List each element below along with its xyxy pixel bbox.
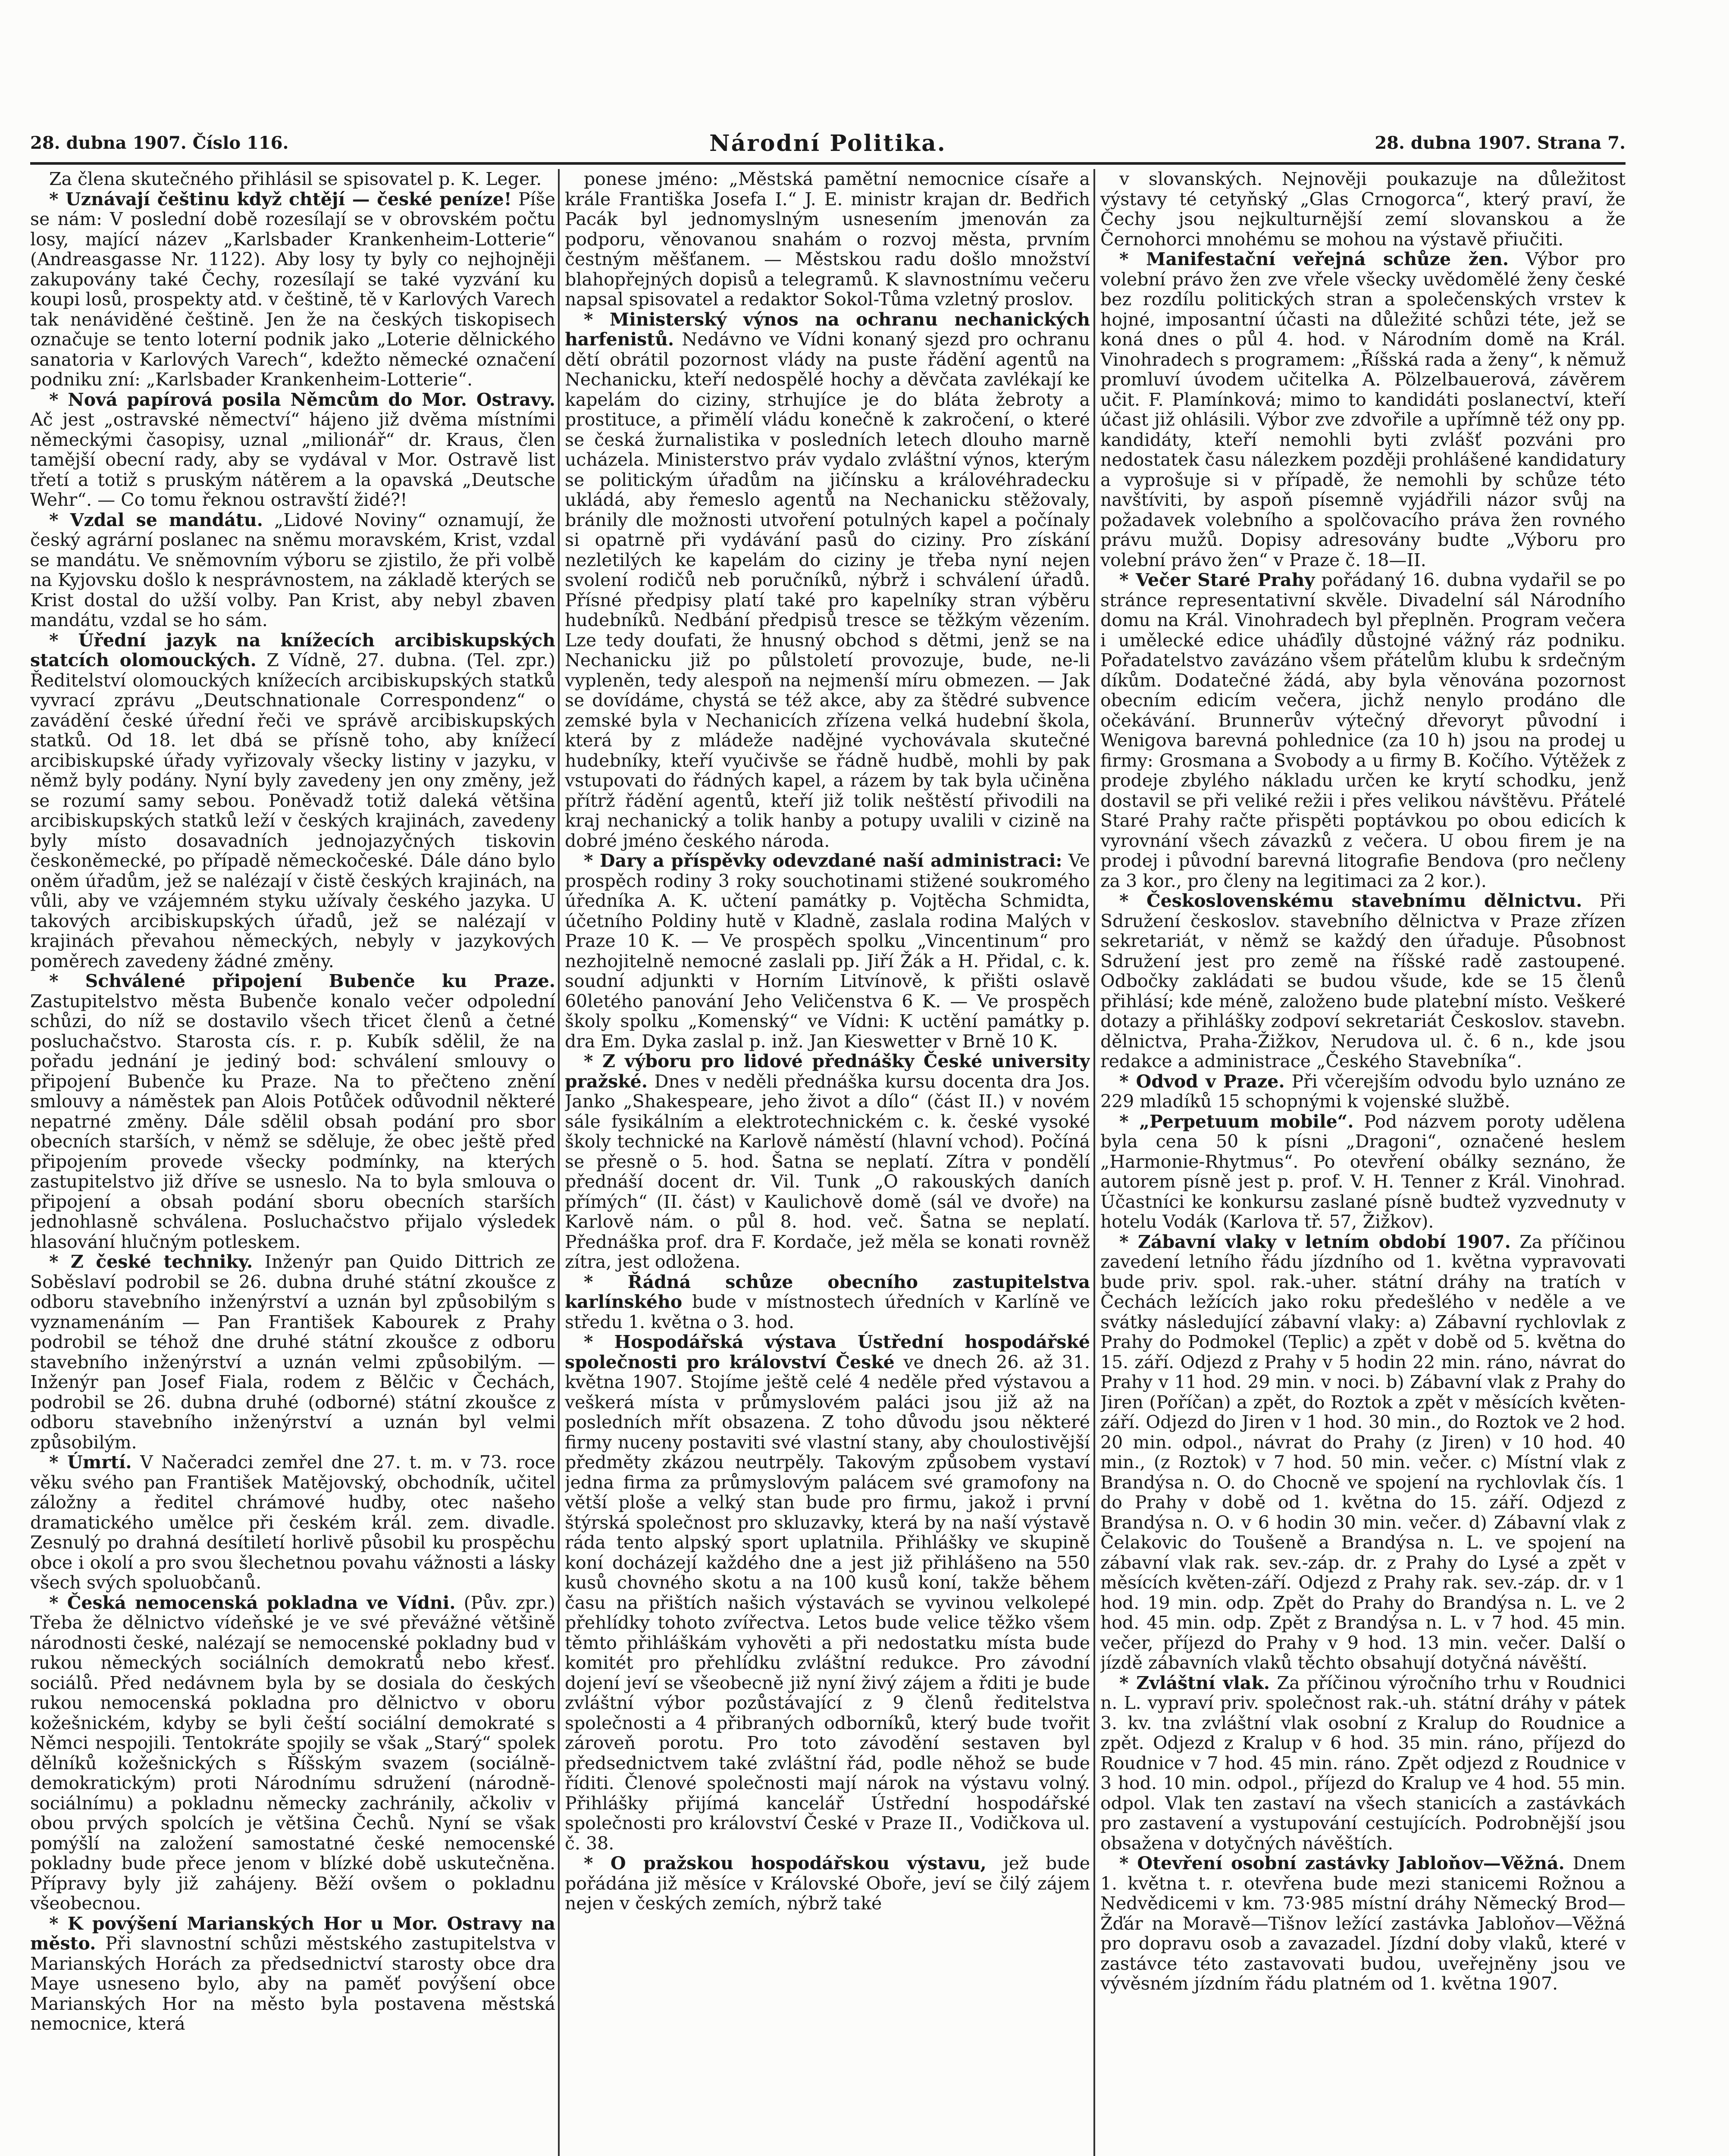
header-date-issue: 28. dubna 1907. Číslo 116.: [30, 133, 289, 153]
text-column-1: [30, 169, 555, 2156]
column-separator-2: [1093, 169, 1095, 2156]
article-headline: * Z výboru pro lidové přednášky České university pražské.: [565, 1051, 1090, 1092]
article-text: Pod názvem poroty udělena byla cena 50 k písni „Dragoni“, označené heslem „Harmonie-Rhytmus“. Po otevření obálky seznáno, že autorem písně jest p. prof. V. H. Tenner z Král. Vinohrad. Účastníci ke konkursu zaslané písně budtež vyzvednuty v hotelu Vodák (Karlova tř. 57, Žižkov).: [1100, 1111, 1626, 1232]
article-headline: * Ministerský výnos na ochranu nechanických harfenistů.: [565, 309, 1090, 350]
article-text: Nedávno ve Vídni konaný sjezd pro ochranu dětí obrátil pozornost vlády na puste řádění agentů na Nechanicku, kteří nedospělé hochy a děvčata zavlékají ke kapelám do ciziny, strhujíce je do bláta žebroty a prostituce, a přimělí vládu konečně k zakročení, o které se česká žurnalistika v posledních letech dlouho marně ucházela. Ministerstvo práv vydalo zvláštní výnos, kterým se politickým úřadům na jičínsku a královéhradecku ukládá, aby řemeslo agentů na Nechanicku stěžovaly, bránily dle možnosti utvoření potulných kapel a počínaly si opatrně při vydávání pasů do ciziny. Pro získání nezletilých ke kapelám do ciziny je třeba nyní nejen svolení rodičů neb poručníků, nýbrž i schválení úřadů. Přísné předpisy platí také pro kapelníky stran výběru hudebníků. Nedbání předpisů tresce se těžkým vězením. Lze tedy doufati, že hnusný obchod s dětmi, jenž se na Nechanicku již po půlstoletí provozuje, bude, ne-li vypleněn, tedy alespoň na nejmenší míru obmezen. — Jak se dovídáme, chystá se též akce, aby za štědré subvence zemské byla v Nechanicích zřízena velká hudební škola, která by z mládeže nadějné vychovávala skutečné hudebníky, kteří vyučivše se řádně hudbě, mohli by pak vstupovati do řádných kapel, a rázem by tak byla učiněna přítrž řádění agentů, kteří již tolik neštěstí přivodili na kraj nechanický a tolik hanby a potupy uvalili v cizině na dobré jméno českého národa.: [565, 329, 1090, 851]
header-date-page: 28. dubna 1907. Strana 7.: [1375, 133, 1626, 153]
article-text: „Lidové Noviny“ oznamují, že český agrární poslanec na sněmu moravském, Krist, vzdal se mandátu. Ve sněmovním výboru se zjistilo, že při volbě na Kyjovsku došlo k nesprávnostem, na základě kterých se Krist dostal do užší volby. Pan Krist, aby nebyl zbaven mandátu, vzdal se ho sám.: [30, 509, 555, 630]
article-headline: * Hospodářská výstava Ústřední hospodářské společnosti pro království České: [565, 1332, 1090, 1373]
article-text: ve dnech 26. až 31. května 1907. Stojíme ještě celé 4 neděle před výstavou a veškerá místa v průmyslovém paláci jsou již až na posledních mřít obsazena. Z toho důvodu jsou některé firmy nuceny postaviti své vlastní stany, aby choulostivější předměty zkázou neutrpěly. Takovým způsobem vystaví jedna firma za průmyslovým palácem své gramofony na větší ploše a velký stan bude pro firmu, jakož i první štýrská společnost pro skluzavky, která by na naší výstavě ráda tento alpský sport uplatnila. Přihlášky ve skupině koní docházejí každého dne a jest již přihlášeno na 550 kusů chovného skotu a na 100 kusů koní, takže během času na přištích našich výstavách se vyvinou velkolepé přehlídky tohoto zvířectva. Letos bude velice těžko všem těmto přihláškám vyhověti a při nedostatku místa bude komitét pro přehlídku zvláštní redukce. Pro závodní dojení jeví se všeobecně již nyní živý zájem a řditi je bude zvláštní výbor pozůstávající z 9 členů ředitelstva společnosti a 4 přibraných odborníků, který bude tvořit zároveň porotu. Pro toto závodění sestaven byl předsednictvem také zvláštní řád, podle něhož se bude říditi. Členové společnosti mají nárok na výstavu volný. Přihlášky přijímá kancelář Ústřední hospodářské společnosti pro království České v Praze II., Vodičkova ul. č. 38.: [565, 1351, 1090, 1854]
article-headline: * Zvláštní vlak.: [1119, 1672, 1270, 1693]
article-text: Píše se nám: V poslední době rozesílají se v obrovském počtu losy, mající název „Karlsbader Krankenheim-Lotterie“ (Andreasgasse Nr. 1122). Aby losy ty byly co nejhojněji zakupovány také Čechy, rozesílají se také vyzvání ku koupi losů, prospekty atd. v češtině, tě v Karlových Varech tak nenáviděné češtině. Jen že na českých tiskopisech označuje se tento loterní podnik jako „Loterie dělnického sanatoria v Karlových Varech“, kdežto německé označení podniku zní: „Karlsbader Krankenheim-Lotterie“.: [30, 188, 555, 390]
article-paragraph: [30, 169, 555, 189]
article-headline: * O pražskou hospodářskou výstavu,: [584, 1853, 987, 1874]
article-text: Výbor pro volební právo žen zve vřele všecky uvědomělé ženy české bez rozdílu politických stran a společenských vrstev k hojné, imposantní účasti na důležité schůzi téte, jež se koná dnes o půl 4. hod. v Národním domě na Král. Vinohradech s programem: „Říšská rada a ženy“, k němuž promluví úvodem učitelka A. Pölzelbauerová, závěrem učit. F. Plamínková; mimo to kandidáti poslanectví, kteří účast již ohlásili. Výbor zve zdvořile a upřímně též ony pp. kandidáty, kteří nemohli byti zvlášť pozváni pro nedostatek času nálezkem později prohlášené kandidatury a vyprošuje si v případě, že nemohli by schůze této navštíviti, by aspoň písemně vyjádřili názor svůj na požadavek volebního a spolčovacího práva žen rovného právu mužů. Dopisy adresovány budte „Výboru pro volební právo žen“ v Praze č. 18—II.: [1100, 249, 1626, 570]
article-headline: * Odvod v Praze.: [1119, 1071, 1285, 1092]
article-text: Dnes v neděli přednáška kursu docenta dra Jos. Janko „Shakespeare, jeho život a dílo“ (část II.) v novém sále fysikálním a elektrotechnickém c. k. české vysoké školy technické na Karlově náměstí (hlavní vchod). Počíná se přesně o 5. hod. Šatna se neplatí. Zítra v pondělí přednáší docent dr. Vil. Tunk „O rakouských daních přímých“ (II. část) v Kaulichově domě (sál ve dvoře) na Karlově nám. o půl 8. hod. več. Šatna se neplatí. Přednáška prof. dra F. Kordače, jež měla se konati rovněž zítra, jest odložena.: [565, 1071, 1090, 1272]
article-paragraph: [1100, 249, 1626, 570]
article-text: Z Vídně, 27. dubna. (Tel. zpr.) Ředitelství olomouckých knížecích arcibiskupských statků vyvrací zprávu „Deutschnationale Correspondenz“ o zavádění české úřední řeči ve správě arcibiskupských statků. Od 18. let dbá se přísně toho, aby knížecí arcibiskupské úřady vyřizovaly všecky listiny v jazyku, v němž byly podány. Nyní byly zavedeny jen ony změny, jež se rozumí samy sebou. Poněvadž totiž daleká většina arcibiskupských statků leží v českých krajinách, zavedeny byly místo dosavadních jednojazyčných tiskovin českoněmecké, po případě německočeské. Dále dáno bylo oněm úřadům, jež se nalézají v čistě českých krajinách, na vůli, aby ve vzájemném styku užívaly českého jazyka. U takových arcibiskupských úřadů, jež se nalézají v krajinách převahou německých, nebyly v jazykových poměrech zavedeny žádné změny.: [30, 650, 555, 971]
article-paragraph: [565, 1051, 1090, 1272]
article-text: Ač jest „ostravské němectví“ hájeno již dvěma místními německými časopisy, uznal „milionář“ dr. Kraus, člen tamější obecní rady, aby se vydával v Mor. Ostravě list třetí a totiž s pruským nátěrem a la opavská „Deutsche Wehr“. — Co tomu řeknou ostravští židé?!: [30, 409, 555, 510]
article-headline: * Z české techniky.: [49, 1251, 253, 1272]
article-paragraph: [565, 169, 1090, 310]
masthead-title: Národní Politika.: [709, 130, 946, 157]
article-text: Za příčinou výročního trhu v Roudnici n. L. vypraví priv. společnost rak.-uh. státní dráhy v pátek 3. kv. tna zvláštní vlak osobní z Kralup do Roudnice a zpět. Odjezd z Kralup v 6 hod. 35 min. ráno, příjezd do Roudnice v 7 hod. 45 min. ráno. Zpět odjezd z Roudnice v 3 hod. 10 min. odpol., příjezd do Kralup ve 4 hod. 55 min. odpol. Vlak ten zastaví na všech stanicích a zastávkách pro zastavení a vystupování cestujících. Podrobnější jsou obsažena v dotyčných návěštích.: [1100, 1672, 1626, 1854]
article-paragraph: [1100, 1112, 1626, 1232]
article-headline: * Česká nemocenská pokladna ve Vídni.: [49, 1592, 456, 1613]
article-paragraph: [30, 390, 555, 510]
article-headline: * Řádná schůze obecního zastupitelstva karlínského: [565, 1271, 1090, 1312]
article-paragraph: [1100, 570, 1626, 891]
article-paragraph: [1100, 891, 1626, 1072]
article-headline: * Vzdal se mandátu.: [49, 509, 263, 530]
article-paragraph: [1100, 169, 1626, 249]
article-text: v slovanských. Nejnověji poukazuje na důležitost výstavy té cetyňský „Glas Crnogorca“, který praví, že Čechy jsou nejkulturnější zemí slovanskou a že Černohorci mnohému se mohou na výstavě přiučiti.: [1100, 169, 1626, 250]
header-rule: [30, 162, 1626, 165]
article-headline: * Nová papírová posila Němcům do Mor. Ostravy.: [49, 389, 555, 410]
article-paragraph: [30, 971, 555, 1252]
text-column-3: [1100, 169, 1626, 2156]
article-paragraph: [565, 1272, 1090, 1332]
article-headline: * Československému stavebnímu dělnictvu.: [1119, 890, 1582, 911]
article-paragraph: [1100, 1072, 1626, 1112]
article-headline: * Uznávají češtinu když chtějí — české peníze!: [49, 188, 512, 210]
article-paragraph: [1100, 1232, 1626, 1673]
article-paragraph: [30, 630, 555, 971]
article-headline: * „Perpetuum mobile“.: [1119, 1111, 1354, 1132]
article-headline: * Úřední jazyk na knížecích arcibiskupských statcích olomouckých.: [30, 630, 555, 671]
article-text: Inženýr pan Quido Dittrich ze Soběslaví podrobil se 26. dubna druhé státní zkoušce z odboru stavebního inženýrství a uznán byl způsobilým s vyznamenáním — Pan František Kabourek z Prahy podrobil se téhož dne druhé státní zkoušce z odboru stavebního inženýrství a uznán velmi způsobilým. — Inženýr pan Josef Fiala, rodem z Bělčic v Čechách, podrobil se 26. dubna druhé (odborné) státní zkoušce z odboru stavebního inženýrství a uznán byl velmi způsobilým.: [30, 1251, 555, 1453]
article-text: pořádaný 16. dubna vydařil se po stránce representativní skvěle. Divadelní sál Národního domu na Král. Vinohradech byl přeplněn. Program večera i umělecké edice uháďily důstojné vážný ráz podniku. Pořadatelstvo zavázáno všem přátelům klubu k srdečným díkům. Dodatečné žádá, aby byla věnována pozornost obecním edicím večera, jichž nenylo prodáno dle očekávání. Brunnerův výtečný dřevoryt původní i Wenigova barevná pohlednice (za 10 h) jsou na prodej u firmy: Grosmana a Svobody a u firmy B. Kočího. Výtěžek z prodeje zbylého nákladu určen ke krytí schodku, jenž dostavil se při veliké režii i přes velikou návštěvu. Přátelé Staré Prahy račte přispěti poptávkou po obou edicích k vyrovnání všech závazků z večera. U obou firem je na prodej i původní barevná litografie Bendova (pro nečleny za 3 kor., pro členy na legitimaci za 2 kor.).: [1100, 570, 1626, 891]
article-text: V Načeradci zemřel dne 27. t. m. v 73. roce věku svého pan František Matějovský, obchodník, učitel záložny a ředitel chrámové hudby, otec našeho dramatického umělce při českém král. zem. divadle. Zesnulý po drahná desítiletí horlivě působil ku prospěchu obce i okolí a pro svou šlechetnou povahu vážnosti a lásky všech svých spoluobčanů.: [30, 1452, 555, 1593]
article-text: Za člena skutečného přihlásil se spisovatel p. K. Leger.: [49, 169, 542, 189]
article-text: Ve prospěch rodiny 3 roky souchotinami stižené soukromého úředníka A. K. učtení památky p. Vojtěcha Schmidta, účetního Poldiny hutě v Kladně, zaslala rodina Malých v Praze 10 K. — Ve prospěch spolku „Vincentinum“ pro nezhojitelně nemocné zaslali pp. Jiří Žák a H. Přidal, c. k. soudní adjunkti v Horním Litvínově, k přišti oslavě 60letého panování Jeho Veličenstva 6 K. — Ve prospěch školy spolku „Komenský“ ve Vídni: K uctění památky p. dra Em. Dyka zaslal p. inž. Jan Kieswetter v Brně 10 K.: [565, 850, 1090, 1052]
article-headline: * Manifestační veřejná schůze žen.: [1119, 249, 1509, 270]
article-paragraph: [565, 310, 1090, 851]
article-text: bude v místnostech úředních v Karlíně ve středu 1. května o 3. hod.: [565, 1291, 1090, 1332]
article-paragraph: [565, 851, 1090, 1051]
article-headline: * Večer Staré Prahy: [1119, 570, 1315, 590]
article-text: ponese jméno: „Městská pamětní nemocnice císaře a krále Františka Josefa I.“ J. E. ministr krajan dr. Bedřich Pacák byl jednomyslným usnesením jmenován za podporu, věnovanou snahám o rozvoj města, prvním čestným měšťanem. — Městskou radu došlo množství blahopřejných dopisů a telegramů. K slavnostnímu večeru napsal spisovatel a redaktor Sokol-Tůma vzletný proslov.: [565, 169, 1090, 310]
article-text: (Pův. zpr.) Třeba že dělnictvo vídeňské je ve své převážné většině národnosti české, nalézají se nemocenské pokladny bud v rukou německých sociálních demokratů nebo křesť. sociálů. Před nedávnem byla by se dosiala do českých rukou nemocenská pokladna pro dělnictvo v oboru kožešnickém, kdyby se byli čeští sociální demokraté s Němci nespojili. Tentokráte spojily se však „Starý“ spolek dělníků kožešnických s Říšským svazem (sociálně-demokratickým) proti Národnímu sdružení (národně-sociálnímu) a pokladnu německy zachránily, ačkoliv v obou prvých spolcích je většina Čechů. Nyní se však pomýšlí na založení samostatné české nemocenské pokladny bude přece jenom v blízké době uskutečněna. Přípravy byly již zahájeny. Běží ovšem o pokladnu všeobecnou.: [30, 1592, 555, 1914]
page-header: [30, 130, 1626, 163]
article-paragraph: [565, 1853, 1090, 1914]
article-paragraph: [30, 1252, 555, 1452]
article-paragraph: [30, 1452, 555, 1593]
article-headline: * Dary a příspěvky odevzdané naší administraci:: [584, 850, 1062, 871]
article-text: Při Sdružení českoslov. stavebního dělnictva v Praze zřízen sekretariát, v němž se každý den úřaduje. Působnost Sdružení jest pro země na říšské radě zastoupené. Odbočky zakládati se budou všude, kde se 15 členů přihlásí; kde méně, založeno bude platební místo. Veškeré dotazy a přihlášky zodpoví sekretariát Českoslov. stavebn. dělnictva, Praha-Žižkov, Nerudova ul. č. 6 n., kde jsou redakce a administrace „Českého Stavebníka“.: [1100, 890, 1626, 1072]
article-paragraph: [565, 1332, 1090, 1853]
article-paragraph: [30, 1914, 555, 2034]
article-text: Při slavnostní schůzi městského zastupitelstva v Marianských Horách za předsednictví starosty obce dra Maye usneseno bylo, aby na paměť povýšení obce Marianských Hor na město byla postavena městská nemocnice, která: [30, 1933, 555, 2034]
article-paragraph: [30, 189, 555, 390]
article-headline: * Schválené připojení Bubenče ku Praze.: [49, 971, 555, 991]
article-headline: * Zábavní vlaky v letním období 1907.: [1119, 1231, 1511, 1252]
article-text: jež bude pořádána již měsíce v Královské Oboře, jeví se čilý zájem nejen v českých zemích, nýbrž také: [565, 1853, 1090, 1914]
article-text: Za příčinou zavedení letního řádu jízdního od 1. května vypravovati bude priv. spol. rak.-uher. státní dráhy na tratích v Čechách ležících jako roku předešlého v neděle a ve svátky následující zábavní vlaky: a) Zábavní rychlovlak z Prahy do Podmokel (Teplic) a zpět v době od 5. května do 15. září. Odjezd z Prahy v 5 hodin 22 min. ráno, návrat do Prahy v 11 hod. 29 min. v noci. b) Zábavní vlak z Prahy do Jiren (Poříčan) a zpět, do Roztok a zpět v měsících květen-září. Odjezd do Jiren v 1 hod. 30 min., do Roztok ve 2 hod. 20 min. odpol., návrat do Prahy (z Jiren) v 10 hod. 40 min., (z Roztok) v 7 hod. 50 min. večer. c) Místní vlak z Brandýsa n. O. do Chocně ve spojení na rychlovlak čís. 1 do Prahy v době od 1. května do 15. září. Odjezd z Brandýsa n. O. v 6 hodin 30 min. večer. d) Zábavní vlak z Čelakovic do Toušeně a Brandýsa n. L. ve spojení na zábavní vlak rak. sev.-záp. dr. z Prahy do Lysé a zpět v měsících květen-září. Odjezd z Prahy rak. sev.-záp. dr. v 1 hod. 19 min. odp. Zpět do Prahy do Brandýsa n. L. ve 2 hod. 45 min. odp. Zpět z Brandýsa n. L. v 7 hod. 45 min. večer, příjezd do Prahy v 9 hod. 13 min. večer. Další o jízdě zábavních vlaků těchto obsahují dotyčná návěští.: [1100, 1231, 1626, 1673]
article-paragraph: [1100, 1673, 1626, 1854]
article-headline: * Otevření osobní zastávky Jabloňov—Věžná.: [1119, 1853, 1565, 1874]
article-text: Při včerejším odvodu bylo uznáno ze 229 mladíků 15 schopnými k vojenské službě.: [1100, 1071, 1626, 1112]
article-headline: * Úmrtí.: [49, 1452, 132, 1473]
article-paragraph: [30, 1593, 555, 1914]
text-column-2: [565, 169, 1090, 2156]
article-headline: * K povýšení Marianských Hor u Mor. Ostravy na město.: [30, 1913, 555, 1954]
article-paragraph: [1100, 1853, 1626, 1994]
article-paragraph: [30, 510, 555, 630]
article-text: Zastupitelstvo města Bubenče konalo večer odpolední schůzi, do níž se dostavilo všech třicet členů a četné posluchačstvo. Starosta cís. r. p. Kubík sdělil, že na pořadu jednání je jediný bod: schválení smlouvy o připojení Bubenče ku Praze. Na to přečteno znění smlouvy a náměstek pan Alois Potůček odůvodnil některé nepatrné změny. Dále sdělil obsah podání pro sbor obecních starších, v němž se sděluje, že obec ještě před připojením provede všecky podmínky, na kterých zastupitelstvo již dříve se usneslo. Na to byla smlouva o připojení a obsah podání sboru obecních starších jednohlasně schválena. Posluchačstvo přijalo výsledek hlasování hlučným potleskem.: [30, 990, 555, 1252]
article-text: Dnem 1. května t. r. otevřena bude mezi stanicemi Rožnou a Nedvědicemi v km. 73·985 místní dráhy Německý Brod—Žďár na Moravě—Tišnov ležící zastávka Jabloňov—Věžná pro dopravu osob a zavazadel. Jízdní doby vlaků, které v zastávce této zastavovati budou, uveřejněny jsou ve vývěsném jízdním řádu platném od 1. května 1907.: [1100, 1853, 1626, 1994]
column-separator-1: [558, 169, 560, 2156]
